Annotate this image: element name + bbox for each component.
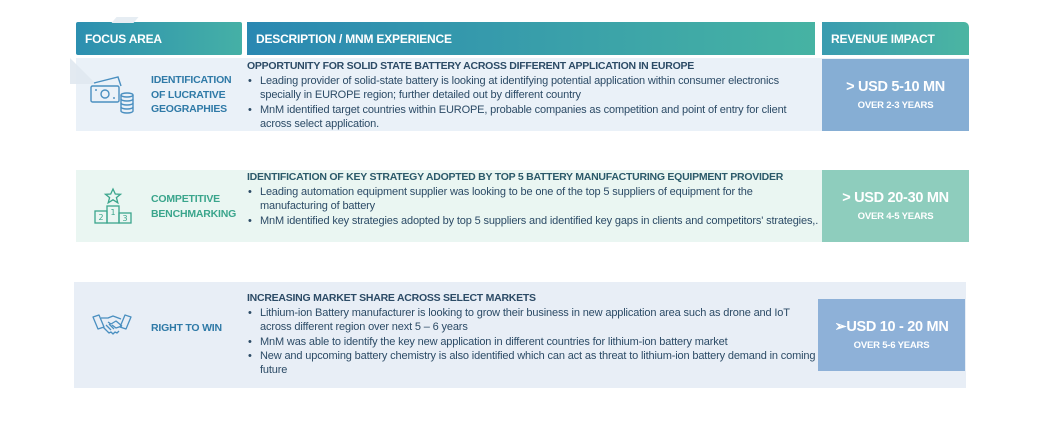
- revenue-impact-box: [822, 59, 969, 131]
- focus-area-label: [151, 192, 241, 221]
- revenue-years: OVER 2-3 YEARS: [857, 100, 934, 111]
- header-description: DESCRIPTION / MNM EXPERIENCE: [247, 22, 815, 55]
- revenue-value: > USD 5-10 MN: [846, 79, 945, 95]
- header-focus-area: FOCUS AREA: [76, 22, 242, 55]
- focus-area-line: GEOGRAPHIES: [151, 103, 227, 115]
- focus-area-line: COMPETITIVE: [151, 193, 220, 205]
- description-bullets: [247, 74, 819, 131]
- focus-area-line: BENCHMARKING: [151, 207, 237, 220]
- description-block: [247, 171, 819, 228]
- focus-area-line: OF LUCRATIVE: [151, 88, 226, 101]
- revenue-value: ➢USD 10 - 20 MN: [834, 319, 949, 335]
- revenue-impact-box: [818, 299, 965, 371]
- podium-number: 2: [98, 213, 104, 222]
- focus-area-line: RIGHT TO WIN: [151, 322, 222, 334]
- description-title: IDENTIFICATION OF KEY STRATEGY ADOPTED BY TOP 5 BATTERY MANUFACTURING EQUIPMENT PROVIDER: [247, 171, 784, 183]
- header-revenue-impact: REVENUE IMPACT: [822, 22, 969, 55]
- description-bullet: • Lithium-ion Battery manufacturer is looking to grow their business in new application area such as drone and IoT across different region over next 5 – 6 years: [247, 306, 819, 335]
- description-title: OPPORTUNITY FOR SOLID STATE BATTERY ACROSS DIFFERENT APPLICATION IN EUROPE: [247, 60, 695, 72]
- description-bullet: • MnM was able to identify the key new application in different countries for lithium-ion battery market: [247, 335, 819, 349]
- description-bullet: • MnM identified target countries within EUROPE, probable companies as competition and point of entry for client across select application.: [247, 103, 819, 132]
- revenue-years: OVER 5-6 YEARS: [853, 340, 930, 351]
- description-block: [247, 292, 819, 377]
- revenue-impact-box: [822, 170, 969, 242]
- revenue-value: > USD 20-30 MN: [842, 190, 949, 206]
- description-bullet: • MnM identified key strategies adopted by top 5 suppliers and identified key gaps in clients and competitors' strategies,.: [247, 214, 819, 228]
- focus-area-line: IDENTIFICATION: [151, 74, 232, 86]
- money-coins-icon: [88, 74, 136, 123]
- description-block: [247, 60, 819, 131]
- description-bullets: [247, 306, 819, 377]
- description-bullet: • Leading automation equipment supplier was looking to be one of the top 5 suppliers of equipment for the manufacturing of battery: [247, 185, 819, 214]
- handshake-icon: [91, 312, 133, 347]
- description-bullets: [247, 185, 819, 228]
- podium-number: 1: [110, 208, 116, 217]
- focus-area-label: [151, 73, 241, 117]
- podium-star-icon: [93, 187, 133, 232]
- focus-area-label: [151, 321, 241, 336]
- revenue-years: OVER 4-5 YEARS: [857, 211, 934, 222]
- description-title: INCREASING MARKET SHARE ACROSS SELECT MARKETS: [247, 292, 536, 304]
- description-bullet: • Leading provider of solid-state battery is looking at identifying potential application within consumer electronics specially in EUROPE region; further detailed out by different country: [247, 74, 819, 103]
- podium-number: 3: [122, 214, 128, 223]
- description-bullet: • New and upcoming battery chemistry is also identified which can act as threat to lithium-ion battery demand in coming future: [247, 349, 819, 378]
